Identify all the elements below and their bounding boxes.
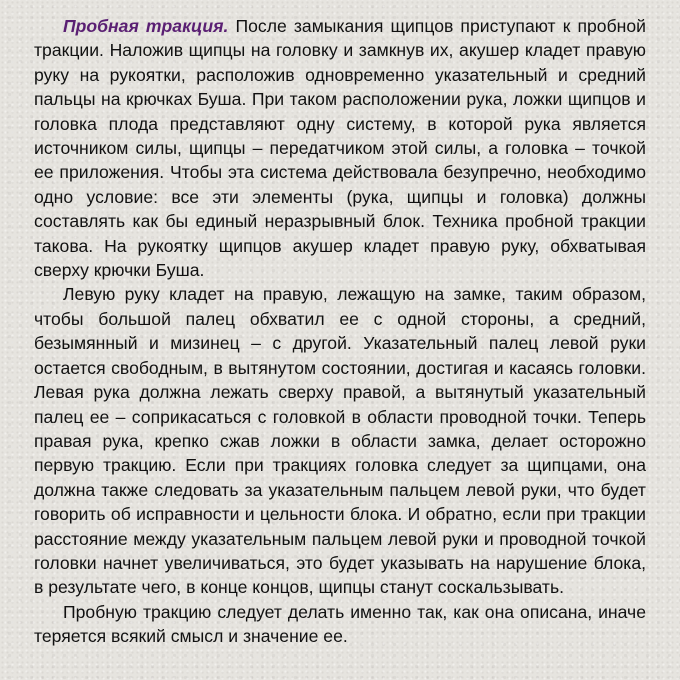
paragraph-1 bbox=[34, 14, 646, 282]
paragraph-2: Левую руку кладет на правую, лежащую на замке, таким образом, чтобы большой палец обхватил ее с одной стороны, а средний, безымянный и мизинец – с другой. Указательный палец левой руки остается свободным, в вытянутом состоянии, достигая и касаясь головки. Левая рука должна лежать сверху правой, а вытянутый указательный палец ее – соприкасаться с головкой в области проводной точки. Теперь правая рука, крепко сжав ложки в области замка, делает осторожно первую тракцию. Если при тракциях головка следует за щипцами, она должна также следовать за указательным пальцем левой руки, что будет говорить об исправности и цельности блока. И обратно, если при тракции расстояние между указательным пальцем левой руки и проводной точкой головки начнет увеличиваться, это будет указывать на нарушение блока, в результате чего, в конце концов, щипцы станут соскальзывать. bbox=[34, 284, 646, 598]
paragraph-1-text: После замыкания щипцов приступают к пробной тракции. Наложив щипцы на головку и замкнув их, акушер кладет правую руку на рукоятки, расположив одновременно указательный и средний пальцы на крючках Буша. При таком расположении рука, ложки щипцов и головка плода представляют одну систему, в которой рука является источником силы, щипцы – передатчиком этой силы, а головка – точкой ее приложения. Чтобы эта система действовала безупречно, необходимо одно условие: все эти элементы (рука, щипцы и головка) должны составлять как бы единый неразрывный блок. Техника пробной тракции такова. На рукоятку щипцов акушер кладет правую руку, обхватывая сверху крючки Буша. bbox=[34, 16, 646, 281]
paragraph-3: Пробную тракцию следует делать именно так, как она описана, иначе теряется всякий смысл и значение ее. bbox=[34, 601, 646, 647]
term-heading: Пробная тракция. bbox=[63, 16, 229, 36]
text-block bbox=[34, 14, 646, 649]
